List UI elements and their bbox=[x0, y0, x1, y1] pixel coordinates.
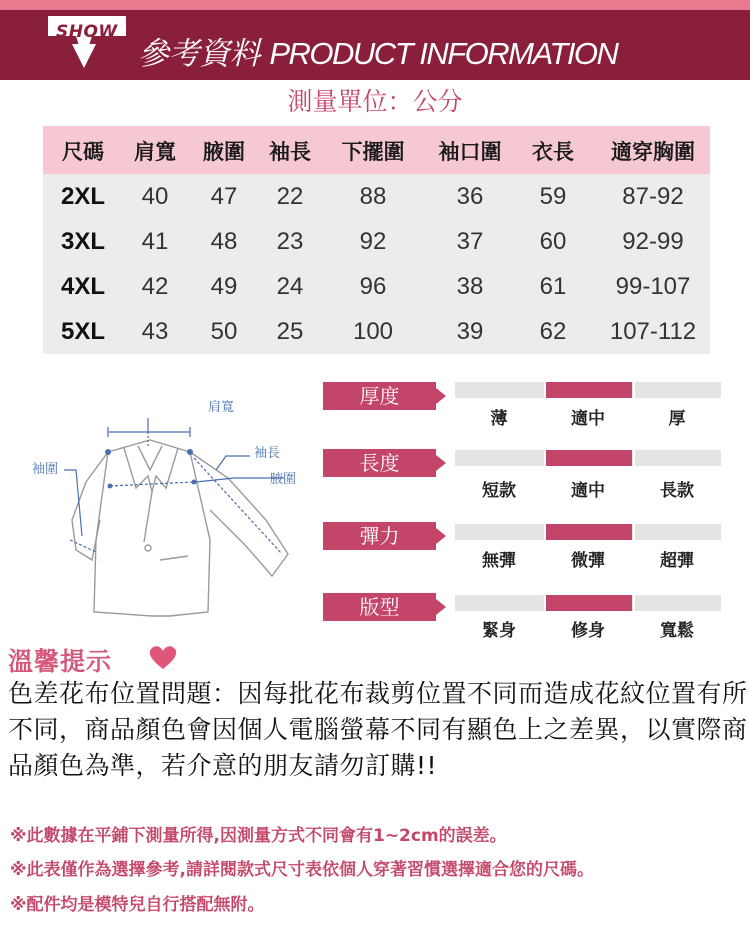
size-table-column-header: 肩寬 bbox=[134, 140, 176, 164]
size-table-cell: 48 bbox=[210, 228, 238, 255]
attribute-scale-selected-segment bbox=[544, 524, 632, 540]
size-table-cell: 100 bbox=[352, 318, 394, 345]
attribute-option-label: 無彈 bbox=[482, 551, 516, 571]
tips-title: 溫馨提示 bbox=[8, 647, 113, 676]
attribute-option-label: 緊身 bbox=[482, 621, 516, 641]
size-table-cell: 40 bbox=[141, 183, 169, 210]
size-table-cell: 39 bbox=[456, 318, 484, 345]
note-accessories: ※配件均是模特兒自行搭配無附。 bbox=[10, 895, 265, 915]
size-table-cell: 41 bbox=[141, 228, 169, 255]
size-table-cell: 92-99 bbox=[622, 228, 684, 255]
attribute-scale-segment bbox=[633, 450, 721, 466]
top-accent-strip bbox=[0, 0, 750, 10]
size-table-cell: 96 bbox=[359, 273, 387, 300]
size-table-cell: 49 bbox=[210, 273, 238, 300]
attribute-scale-segment bbox=[633, 524, 721, 540]
size-table-cell: 60 bbox=[539, 228, 567, 255]
heart-icon bbox=[148, 644, 178, 670]
attribute-scale-segment bbox=[455, 524, 543, 540]
size-table-cell: 59 bbox=[539, 183, 567, 210]
note-measurement-error: ※此數據在平鋪下測量所得,因測量方式不同會有1~2cm的誤差。 bbox=[10, 826, 507, 846]
page-title bbox=[138, 28, 617, 73]
attribute-scale-segment bbox=[633, 382, 721, 398]
size-table-cell: 43 bbox=[141, 318, 169, 345]
attribute-option-label: 寬鬆 bbox=[660, 621, 694, 641]
size-table-cell: 99-107 bbox=[615, 273, 691, 300]
size-table-column-header: 尺碼 bbox=[62, 140, 104, 164]
size-table-cell: 61 bbox=[539, 273, 567, 300]
attribute-tag: 版型 bbox=[323, 593, 436, 621]
show-badge-text: SHOW bbox=[56, 22, 118, 42]
size-table-cell: 88 bbox=[359, 183, 387, 210]
measurement-diagram bbox=[20, 390, 320, 640]
size-table-size-cell: 4XL bbox=[60, 273, 105, 300]
attribute-scale-bar bbox=[455, 382, 721, 398]
size-table-cell: 92 bbox=[359, 228, 387, 255]
size-table-cell: 23 bbox=[276, 228, 304, 255]
attribute-option-label: 微彈 bbox=[571, 551, 605, 571]
size-table-cell: 38 bbox=[456, 273, 484, 300]
attribute-scale-selected-segment bbox=[544, 450, 632, 466]
attribute-scale-selected-segment bbox=[544, 382, 632, 398]
size-table-cell: 62 bbox=[539, 318, 567, 345]
attribute-option-label: 超彈 bbox=[660, 551, 694, 571]
page-title-zh: 參考資料 bbox=[138, 36, 260, 72]
jacket-illustration bbox=[20, 390, 320, 640]
tips-body-text: 色差花布位置問題：因每批花布裁剪位置不同而造成花紋位置有所不同，商品顏色會因個人電腦螢幕不同有顯色上之差異，以實際商品顏色為準，若介意的朋友請勿訂購!! bbox=[8, 679, 748, 780]
size-table-cell: 50 bbox=[210, 318, 238, 345]
size-table-column-header: 袖口圍 bbox=[438, 140, 502, 164]
attribute-tag: 長度 bbox=[323, 449, 436, 477]
size-table-cell: 87-92 bbox=[622, 183, 684, 210]
attribute-tag: 厚度 bbox=[323, 382, 436, 410]
size-table-column-header: 衣長 bbox=[532, 140, 574, 164]
size-table-cell: 47 bbox=[210, 183, 238, 210]
size-table-size-cell: 3XL bbox=[60, 228, 105, 255]
attribute-option-label: 適中 bbox=[571, 481, 605, 501]
attribute-option-label: 薄 bbox=[490, 409, 508, 429]
attribute-scale-selected-segment bbox=[544, 595, 632, 611]
diagram-label-sleeve-length: 袖長 bbox=[254, 446, 281, 461]
attribute-scale-segment bbox=[455, 595, 543, 611]
page-title-en: PRODUCT INFORMATION bbox=[269, 36, 618, 71]
note-size-reference: ※此表僅作為選擇參考,請詳閱款式尺寸表依個人穿著習慣選擇適合您的尺碼。 bbox=[10, 860, 594, 880]
measurement-unit-label: 測量單位：公分 bbox=[287, 87, 463, 116]
size-table-column-header: 腋圍 bbox=[203, 140, 245, 164]
attribute-option-label: 長款 bbox=[660, 481, 694, 501]
attribute-scale-bar bbox=[455, 450, 721, 466]
attribute-scale-segment bbox=[633, 595, 721, 611]
size-table-cell: 24 bbox=[276, 273, 304, 300]
attribute-scale-segment bbox=[455, 382, 543, 398]
size-table-cell: 42 bbox=[141, 273, 169, 300]
diagram-label-armpit: 腋圍 bbox=[270, 472, 297, 487]
size-table-column-header: 袖長 bbox=[269, 140, 311, 164]
attribute-scale-bar bbox=[455, 595, 721, 611]
attribute-scale-segment bbox=[455, 450, 543, 466]
diagram-label-shoulder: 肩寬 bbox=[208, 400, 235, 415]
attribute-option-label: 適中 bbox=[571, 409, 605, 429]
attribute-option-label: 短款 bbox=[482, 481, 516, 501]
size-table-cell: 37 bbox=[456, 228, 484, 255]
attribute-scale-bar bbox=[455, 524, 721, 540]
size-table-cell: 36 bbox=[456, 183, 484, 210]
size-table-cell: 107-112 bbox=[609, 318, 697, 345]
size-table-column-header: 適穿胸圍 bbox=[611, 140, 695, 164]
attribute-option-label: 厚 bbox=[668, 409, 686, 429]
size-table-cell: 25 bbox=[276, 318, 304, 345]
diagram-label-cuff: 袖圍 bbox=[32, 462, 59, 477]
attribute-tag: 彈力 bbox=[323, 522, 436, 550]
size-table bbox=[43, 126, 710, 354]
size-table-size-cell: 2XL bbox=[60, 183, 105, 210]
size-table-cell: 22 bbox=[276, 183, 304, 210]
attribute-option-label: 修身 bbox=[571, 621, 605, 641]
size-table-size-cell: 5XL bbox=[60, 318, 105, 345]
size-table-column-header: 下擺圍 bbox=[341, 140, 405, 164]
